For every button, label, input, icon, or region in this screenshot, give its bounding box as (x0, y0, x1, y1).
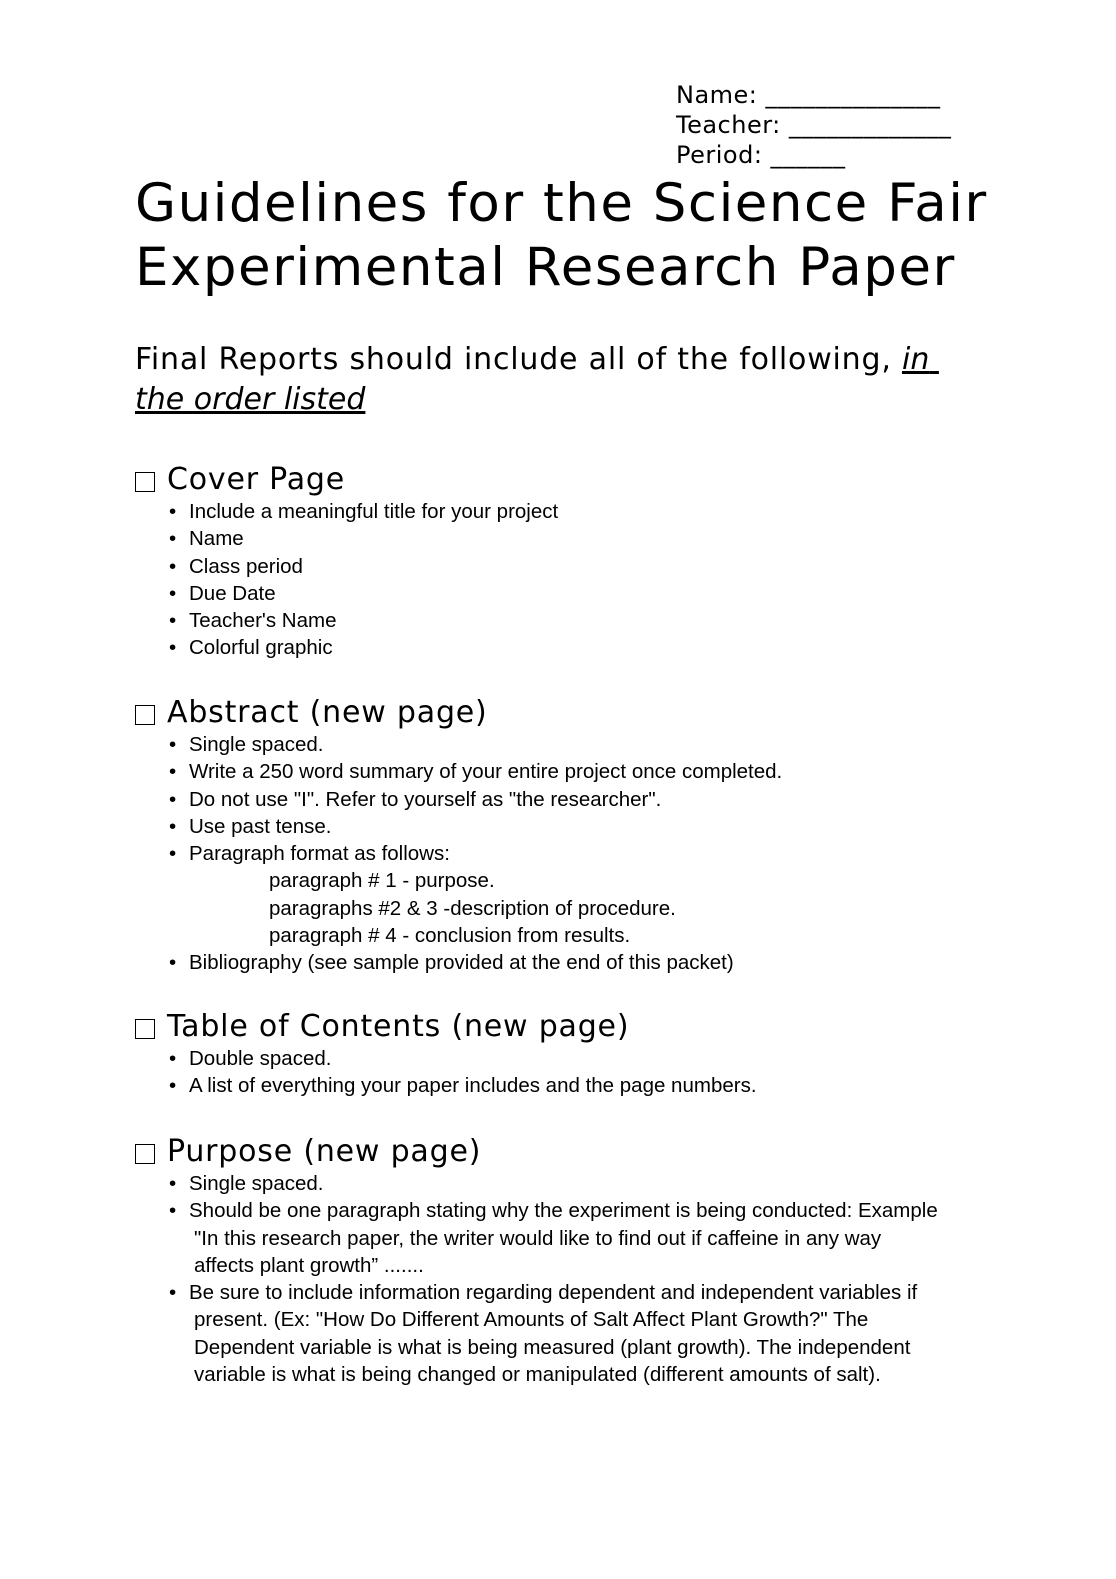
list-item: • Double spaced. (169, 1045, 1035, 1072)
section-table-of-contents (135, 1009, 1035, 1100)
bullet-list (135, 731, 1035, 977)
list-item (169, 1197, 1035, 1279)
list-item: • Single spaced. (169, 1170, 1035, 1197)
checkbox[interactable] (135, 1019, 155, 1039)
list-item-line: affects plant growth” ....... (194, 1253, 424, 1277)
section-heading (135, 462, 1035, 498)
list-item: • Name (169, 525, 1035, 552)
section-heading-text: Purpose (new page) (167, 1134, 482, 1169)
list-item-line: Should be one paragraph stating why the experiment is being conducted: Example (189, 1199, 938, 1223)
list-item: • Single spaced. (169, 731, 1035, 758)
section-heading (135, 1009, 1035, 1045)
list-item: • Use past tense. (169, 813, 1035, 840)
page-title (135, 172, 988, 300)
intro-text: Final Reports should include all of the following, (135, 342, 902, 377)
bullet-list (135, 1045, 1035, 1100)
section-purpose (135, 1134, 1035, 1388)
sub-list-item: paragraphs #2 & 3 -description of procedure. (269, 896, 676, 920)
section-heading-text: Cover Page (167, 462, 346, 497)
intro-underline-gap (929, 342, 939, 377)
section-heading-text: Abstract (new page) (167, 695, 488, 730)
list-item: • A list of everything your paper includes and the page numbers. (169, 1072, 1035, 1099)
name-field: Name: ______________ (676, 81, 941, 109)
section-heading (135, 695, 1035, 731)
checkbox[interactable] (135, 1144, 155, 1164)
title-line-1: Guidelines for the Science Fair (135, 173, 988, 234)
teacher-field: Teacher: _____________ (676, 111, 952, 139)
list-item: • Do not use "I". Refer to yourself as "the researcher". (169, 786, 1035, 813)
list-item-line: Dependent variable is what is being measured (plant growth). The independent (194, 1335, 911, 1359)
intro-instruction (135, 340, 1015, 420)
bullet-list (135, 1170, 1035, 1388)
list-item-line: present. (Ex: "How Do Different Amounts of Salt Affect Plant Growth?" The (194, 1308, 869, 1332)
section-abstract (135, 695, 1035, 977)
list-item: • Class period (169, 553, 1035, 580)
intro-emphasis-start: in (902, 342, 930, 377)
student-info-fields (676, 80, 951, 170)
period-field: Period: ______ (676, 141, 846, 169)
sub-list-item: paragraph # 4 - conclusion from results. (269, 924, 631, 948)
title-line-2: Experimental Research Paper (135, 237, 956, 298)
list-item: • Due Date (169, 580, 1035, 607)
list-item: • Write a 250 word summary of your entire project once completed. (169, 758, 1035, 785)
checkbox[interactable] (135, 705, 155, 725)
section-heading (135, 1134, 1035, 1170)
bullet-list (135, 498, 1035, 662)
list-item (169, 1279, 1035, 1388)
list-item-line: variable is what is being changed or manipulated (different amounts of salt). (194, 1363, 881, 1387)
list-item: • Bibliography (see sample provided at the end of this packet) (169, 949, 1035, 976)
list-item-line: Be sure to include information regarding dependent and independent variables if (189, 1281, 918, 1305)
list-item: • Teacher's Name (169, 607, 1035, 634)
section-heading-text: Table of Contents (new page) (167, 1009, 630, 1044)
list-item-line: "In this research paper, the writer would like to find out if caffeine in any way (194, 1226, 882, 1250)
sub-list-item: paragraph # 1 - purpose. (269, 869, 495, 893)
section-cover-page (135, 462, 1035, 662)
list-item: • Paragraph format as follows: (169, 840, 1035, 867)
checkbox[interactable] (135, 472, 155, 492)
list-item: • Colorful graphic (169, 634, 1035, 661)
list-item: • Include a meaningful title for your project (169, 498, 1035, 525)
intro-emphasis-end: the order listed (135, 382, 366, 417)
